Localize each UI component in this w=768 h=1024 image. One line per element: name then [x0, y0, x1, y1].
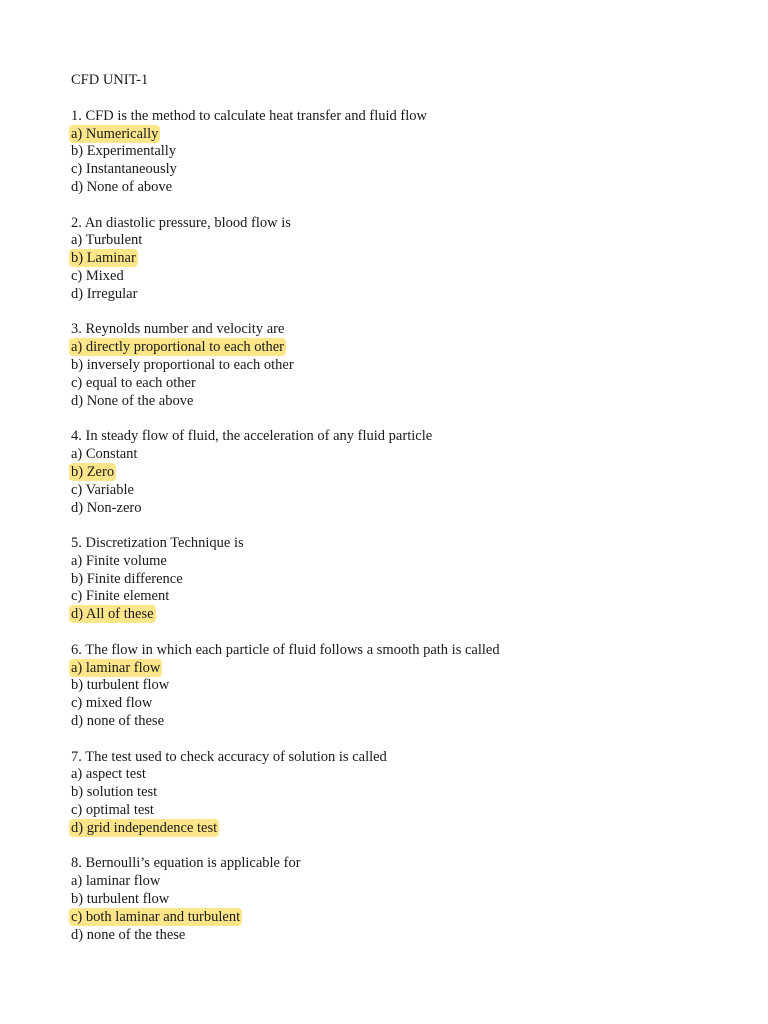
- answer-option: [71, 553, 711, 571]
- highlighted-answer: [71, 909, 711, 927]
- option-label: c) Instantaneously: [71, 161, 177, 178]
- answer-option: [71, 588, 711, 606]
- highlighted-answer: [71, 464, 711, 482]
- option-label: d) Irregular: [71, 285, 138, 302]
- highlighted-answer: [71, 250, 711, 268]
- highlighted-answer: [71, 339, 711, 357]
- option-label: d) None of the above: [71, 392, 194, 409]
- answer-option: [71, 446, 711, 464]
- question-text: 8. Bernoulli’s equation is applicable for: [71, 855, 301, 872]
- question-block: [71, 428, 711, 517]
- option-label: d) All of these: [71, 606, 154, 623]
- question-block: [71, 642, 711, 731]
- question-text: 7. The test used to check accuracy of solution is called: [71, 748, 387, 765]
- option-label: c) Mixed: [71, 268, 124, 285]
- option-label: d) None of above: [71, 179, 173, 196]
- question-text: 3. Reynolds number and velocity are: [71, 321, 285, 338]
- highlighted-answer: [71, 660, 711, 678]
- option-label: b) Experimentally: [71, 143, 177, 160]
- option-label: a) directly proportional to each other: [71, 339, 284, 356]
- option-label: b) solution test: [71, 784, 158, 801]
- document-title: CFD UNIT-1: [71, 72, 149, 88]
- option-label: b) inversely proportional to each other: [71, 357, 294, 373]
- answer-option: [71, 143, 711, 161]
- answer-option: [71, 482, 711, 500]
- answer-option: [71, 873, 711, 891]
- option-label: c) both laminar and turbulent: [71, 908, 241, 925]
- option-label: c) mixed flow: [71, 695, 153, 712]
- option-label: b) Zero: [71, 463, 115, 480]
- question-block: [71, 535, 711, 624]
- option-label: d) none of the these: [71, 926, 186, 943]
- option-label: c) Finite element: [71, 588, 170, 605]
- answer-option: [71, 784, 711, 802]
- highlighted-answer: [71, 126, 711, 144]
- answer-option: [71, 179, 711, 197]
- question-text: 5. Discretization Technique is: [71, 534, 244, 551]
- answer-option: [71, 357, 711, 375]
- option-label: a) Finite volume: [71, 552, 167, 569]
- option-label: b) turbulent flow: [71, 677, 170, 694]
- answer-option: [71, 927, 711, 945]
- answer-option: [71, 268, 711, 286]
- option-label: c) optimal test: [71, 802, 154, 819]
- answer-option: [71, 713, 711, 731]
- question-block: [71, 855, 711, 944]
- option-label: a) Numerically: [71, 125, 159, 142]
- answer-option: [71, 375, 711, 393]
- question-text: 2. An diastolic pressure, blood flow is: [71, 214, 291, 231]
- option-label: d) grid independence test: [71, 819, 218, 836]
- option-label: b) Finite difference: [71, 570, 183, 587]
- answer-option: [71, 891, 711, 909]
- question-text: 4. In steady flow of fluid, the acceleration of any fluid particle: [71, 428, 433, 445]
- option-label: a) laminar flow: [71, 659, 161, 676]
- document-page: [71, 72, 711, 962]
- option-label: d) none of these: [71, 713, 165, 730]
- answer-option: [71, 232, 711, 250]
- answer-option: [71, 695, 711, 713]
- answer-option: [71, 766, 711, 784]
- option-label: c) Variable: [71, 481, 134, 498]
- highlighted-answer: [71, 820, 711, 838]
- option-label: a) aspect test: [71, 766, 146, 783]
- option-label: a) Constant: [71, 445, 138, 462]
- answer-option: [71, 161, 711, 179]
- answer-option: [71, 286, 711, 304]
- option-label: b) Laminar: [71, 250, 136, 267]
- question-block: [71, 749, 711, 838]
- option-label: a) laminar flow: [71, 873, 161, 890]
- question-block: [71, 321, 711, 410]
- answer-option: [71, 571, 711, 589]
- question-block: [71, 108, 711, 197]
- question-text: 6. The flow in which each particle of fluid follows a smooth path is called: [71, 641, 500, 658]
- question-text: 1. CFD is the method to calculate heat transfer and fluid flow: [71, 107, 427, 124]
- option-label: c) equal to each other: [71, 374, 196, 391]
- option-label: d) Non-zero: [71, 499, 142, 516]
- option-label: a) Turbulent: [71, 232, 143, 249]
- question-list: [71, 108, 711, 945]
- highlighted-answer: [71, 606, 711, 624]
- question-block: [71, 215, 711, 304]
- option-label: b) turbulent flow: [71, 891, 170, 908]
- answer-option: [71, 802, 711, 820]
- answer-option: [71, 677, 711, 695]
- answer-option: [71, 393, 711, 411]
- answer-option: [71, 500, 711, 518]
